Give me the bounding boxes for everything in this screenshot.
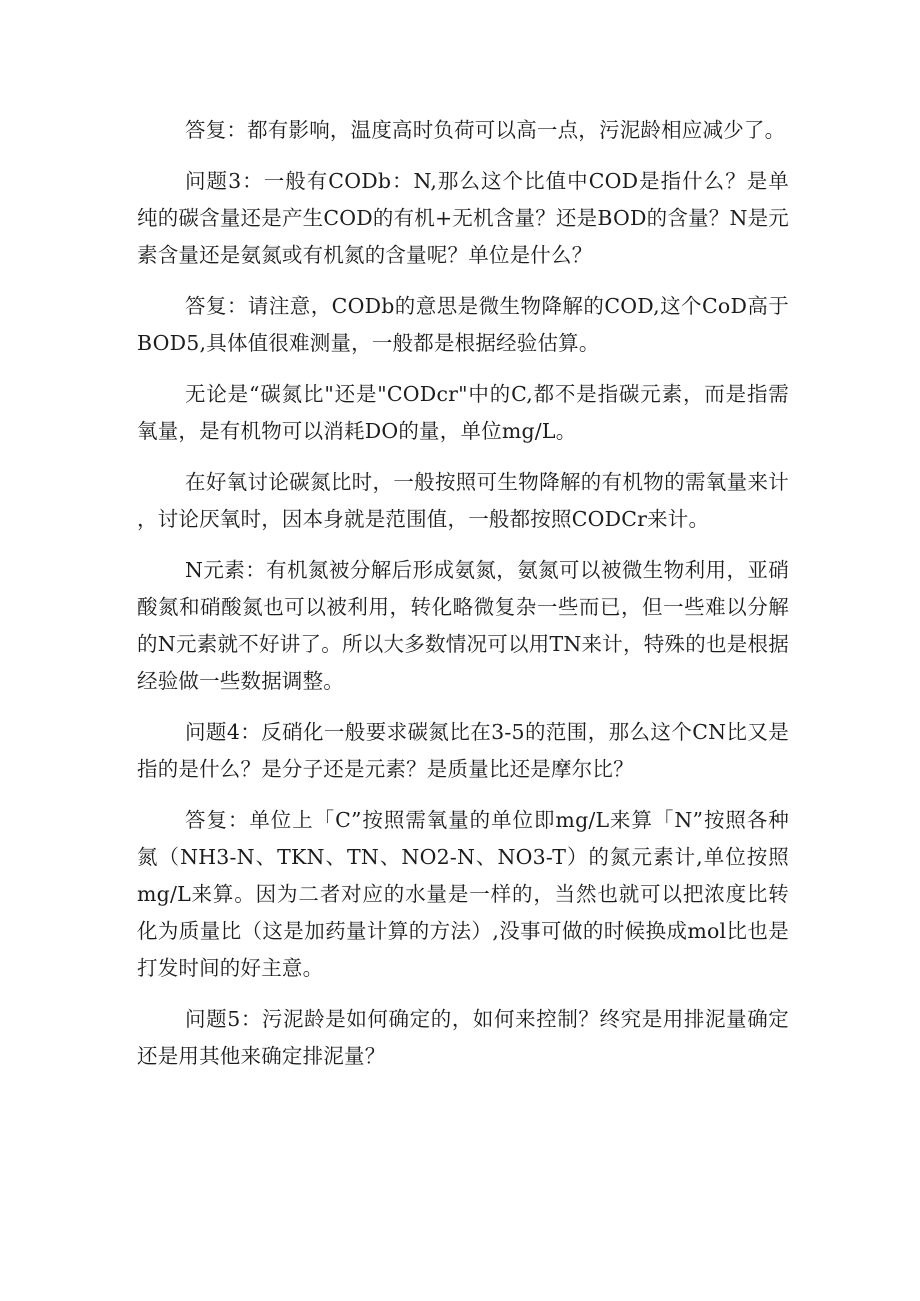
body-paragraph: 在好氧讨论碳氮比时，一般按照可生物降解的有机物的需氧量来计，讨论厌氧时，因本身就是范围值，一般都按照CODCr来计。 <box>137 470 789 531</box>
body-paragraph: N元素：有机氮被分解后形成氨氮，氨氮可以被微生物利用，亚硝酸氮和硝酸氮也可以被利用，转化略微复杂一些而已，但一些难以分解的N元素就不好讲了。所以大多数情况可以用TN来计，特殊的也是根据经验做一些数据调整。 <box>137 558 789 693</box>
question-5-paragraph: 问题5：污泥龄是如何确定的，如何来控制？终究是用排泥量确定还是用其他来确定排泥量？ <box>137 1007 789 1068</box>
body-paragraph: 无论是“碳氮比"还是"CODcr"中的C,都不是指碳元素，而是指需氧量，是有机物可以消耗DO的量，单位mg/L。 <box>137 382 789 443</box>
question-3-paragraph: 问题3：一般有CODb：N,那么这个比值中COD是指什么？是单纯的碳含量还是产生COD的有机+无机含量？还是BOD的含量？N是元素含量还是氨氮或有机氮的含量呢？单位是什么？ <box>137 169 789 267</box>
answer-paragraph: 答复：单位上「C”按照需氧量的单位即mg/L来算「N”按照各种氮（NH3-N、TKN、TN、NO2-N、NO3-T）的氮元素计,单位按照mg/L来算。因为二者对应的水量是一样的，当然也就可以把浓度比转化为质量比（这是加药量计算的方法）,没事可做的时候换成mol比也是打发时间的好主意。 <box>137 808 789 980</box>
document-body <box>137 112 789 1089</box>
question-4-paragraph: 问题4：反硝化一般要求碳氮比在3-5的范围，那么这个CN比又是指的是什么？是分子还是元素？是质量比还是摩尔比？ <box>137 720 789 781</box>
answer-paragraph: 答复：请注意，CODb的意思是微生物降解的COD,这个CoD高于BOD5,具体值很难测量，一般都是根据经验估算。 <box>137 294 789 355</box>
answer-paragraph: 答复：都有影响，温度高时负荷可以高一点，污泥龄相应减少了。 <box>185 118 786 142</box>
